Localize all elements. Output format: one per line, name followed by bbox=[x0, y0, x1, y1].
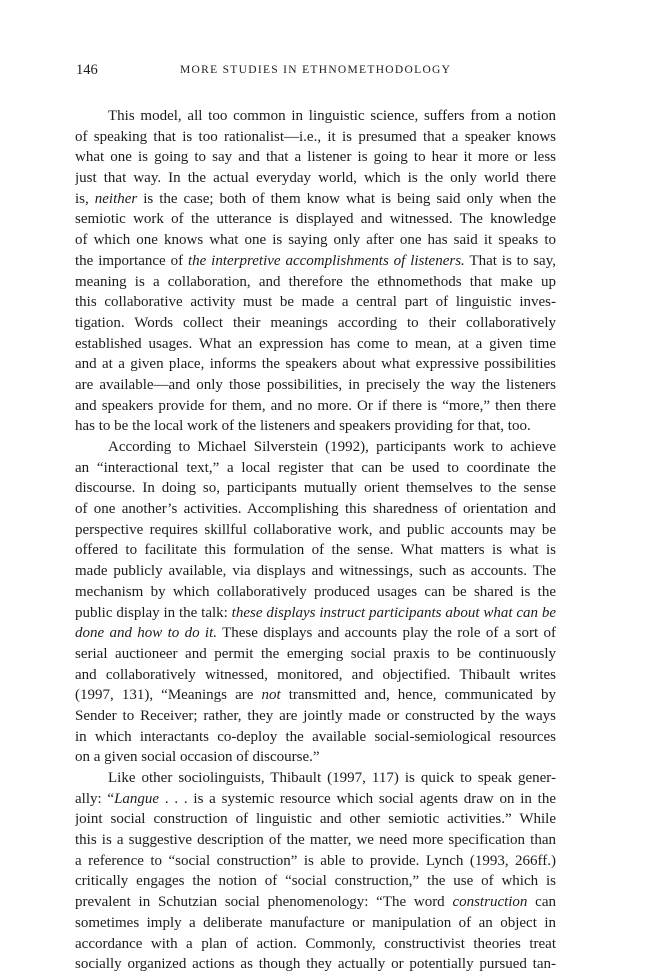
text-line bbox=[75, 189, 556, 210]
text-run: and speakers provide for them, and no more. Or if there is “more,” then there bbox=[75, 397, 556, 414]
text-run: serial auctioneer and permit the emerging social praxis to be continuously bbox=[75, 645, 556, 662]
text-run: . . . is a systemic resource which social agents draw on in the bbox=[159, 790, 556, 807]
italic-text: construction bbox=[452, 894, 528, 911]
text-line bbox=[75, 230, 556, 251]
text-run: established usages. What an expression has come to mean, at a given time bbox=[75, 335, 556, 352]
text-run: of which one knows what one is saying only after one has said it speaks to bbox=[75, 232, 556, 249]
text-line bbox=[75, 209, 556, 230]
text-run: of one another’s activities. Accomplishing this sharedness of orientation and bbox=[75, 501, 556, 518]
text-line bbox=[75, 747, 556, 768]
text-line bbox=[75, 851, 556, 872]
text-line bbox=[75, 354, 556, 375]
text-run: prevalent in Schutzian social phenomenology: “The word bbox=[75, 894, 453, 911]
text-line bbox=[75, 665, 556, 686]
text-run: joint social construction of linguistic and other semiotic activities.” While bbox=[75, 811, 556, 828]
text-line bbox=[75, 685, 556, 706]
text-run: tigation. Words collect their meanings according to their collaboratively bbox=[75, 314, 556, 331]
text-run: perspective requires skillful collaborative work, and public accounts may be bbox=[75, 521, 556, 538]
text-line bbox=[75, 934, 556, 955]
text-line bbox=[75, 272, 556, 293]
italic-text: the interpretive accomplishments of listeners. bbox=[187, 252, 465, 269]
text-run: public display in the talk: bbox=[75, 604, 232, 621]
text-line bbox=[75, 789, 556, 810]
text-line bbox=[75, 499, 556, 520]
text-line bbox=[75, 334, 556, 355]
text-run: critically engages the notion of “social construction,” the use of which is bbox=[75, 873, 556, 890]
text-line bbox=[75, 954, 556, 975]
italic-text: done and how to do it. bbox=[75, 625, 218, 642]
text-run: sometimes imply a deliberate manufacture or manipulation of an object in bbox=[75, 914, 556, 931]
text-line bbox=[75, 809, 556, 830]
text-line bbox=[75, 292, 556, 313]
text-run: is, bbox=[75, 190, 95, 207]
text-line bbox=[75, 871, 556, 892]
text-line bbox=[75, 168, 556, 189]
text-run: just that way. In the actual everyday world, which is the only world there bbox=[75, 170, 556, 187]
text-line bbox=[75, 644, 556, 665]
page-header bbox=[76, 60, 556, 80]
text-line bbox=[75, 251, 556, 272]
text-run: a reference to “social construction” is able to provide. Lynch (1993, 266ff.) bbox=[75, 852, 556, 869]
text-line bbox=[75, 830, 556, 851]
text-run: ally: “ bbox=[75, 790, 115, 807]
text-line bbox=[75, 478, 556, 499]
text-run: These displays and accounts play the role of a sort of bbox=[217, 625, 556, 642]
text-run: mechanism by which collaboratively produced usages can be shared is the bbox=[75, 583, 556, 600]
italic-text: these displays instruct participants about what can be bbox=[231, 604, 556, 621]
page-number: 146 bbox=[76, 62, 98, 78]
text-line bbox=[75, 458, 556, 479]
text-run: semiotic work of the utterance is displayed and witnessed. The knowledge bbox=[75, 211, 556, 228]
text-run: what one is going to say and that a listener is going to hear it more or less bbox=[75, 149, 556, 166]
text-run: Like other sociolinguists, Thibault (1997, 117) is quick to speak gener- bbox=[108, 770, 556, 786]
italic-text: neither bbox=[94, 190, 138, 207]
running-title: MORE STUDIES IN ETHNOMETHODOLOGY bbox=[180, 64, 452, 76]
text-run: socially organized actions as though they actually or potentially pursued tan- bbox=[75, 956, 556, 973]
text-line bbox=[75, 520, 556, 541]
text-run: meaning is a collaboration, and therefore the ethnomethods that make up bbox=[75, 273, 556, 290]
text-line bbox=[75, 727, 556, 748]
text-run: on a given social occasion of discourse.” bbox=[75, 749, 320, 766]
text-run: This model, all too common in linguistic science, suffers from a notion bbox=[108, 108, 556, 124]
body-text bbox=[75, 106, 556, 975]
text-run: made publicly available, via displays and witnessings, such as accounts. The bbox=[75, 563, 556, 580]
text-line bbox=[75, 561, 556, 582]
text-line bbox=[75, 147, 556, 168]
text-line bbox=[75, 603, 556, 624]
text-run: can bbox=[527, 894, 556, 911]
text-run: the importance of bbox=[75, 252, 188, 269]
text-run: That is to say, bbox=[464, 252, 556, 269]
text-run: offered to facilitate this formulation of the sense. What matters is what is bbox=[75, 542, 556, 559]
text-line bbox=[75, 437, 556, 458]
text-line bbox=[75, 396, 556, 417]
text-run: are available—and only those possibilities, in precisely the way the listeners bbox=[75, 376, 556, 393]
text-run: this is a suggestive description of the matter, we need more specification than bbox=[75, 832, 556, 849]
text-line bbox=[75, 892, 556, 913]
text-run: has to be the local work of the listeners and speakers providing for that, too. bbox=[75, 418, 531, 435]
text-line bbox=[75, 582, 556, 603]
text-line bbox=[75, 706, 556, 727]
italic-text: not bbox=[261, 687, 281, 704]
text-run: an “interactional text,” a local register that can be used to coordinate the bbox=[75, 459, 556, 476]
text-line bbox=[75, 375, 556, 396]
italic-text: Langue bbox=[114, 790, 160, 807]
text-run: (1997, 131), “Meanings are bbox=[75, 687, 262, 704]
text-run: According to Michael Silverstein (1992), participants work to achieve bbox=[108, 439, 556, 455]
text-line bbox=[75, 416, 556, 437]
text-run: and collaboratively witnessed, monitored, and objectified. Thibault writes bbox=[75, 666, 556, 683]
text-line bbox=[75, 913, 556, 934]
text-run: and at a given place, informs the speakers about what expressive possibilities bbox=[75, 356, 556, 373]
text-run: is the case; both of them know what is being said only when the bbox=[137, 190, 556, 207]
text-line bbox=[75, 623, 556, 644]
text-line bbox=[75, 127, 556, 148]
text-run: of speaking that is too rationalist—i.e., it is presumed that a speaker knows bbox=[75, 128, 556, 145]
text-run: Sender to Receiver; rather, they are jointly made or constructed by the ways bbox=[75, 707, 556, 724]
text-line bbox=[75, 106, 556, 127]
text-line bbox=[75, 540, 556, 561]
text-run: transmitted and, hence, communicated by bbox=[280, 687, 556, 704]
text-line bbox=[75, 768, 556, 789]
text-run: accordance with a plan of action. Commonly, constructivist theories treat bbox=[75, 935, 556, 952]
text-line bbox=[75, 313, 556, 334]
text-run: discourse. In doing so, participants mutually orient themselves to the sense bbox=[75, 480, 556, 497]
text-run: this collaborative activity must be made a central part of linguistic inves- bbox=[75, 294, 556, 311]
text-run: in which interactants co-deploy the available social-semiological resources bbox=[75, 728, 556, 745]
